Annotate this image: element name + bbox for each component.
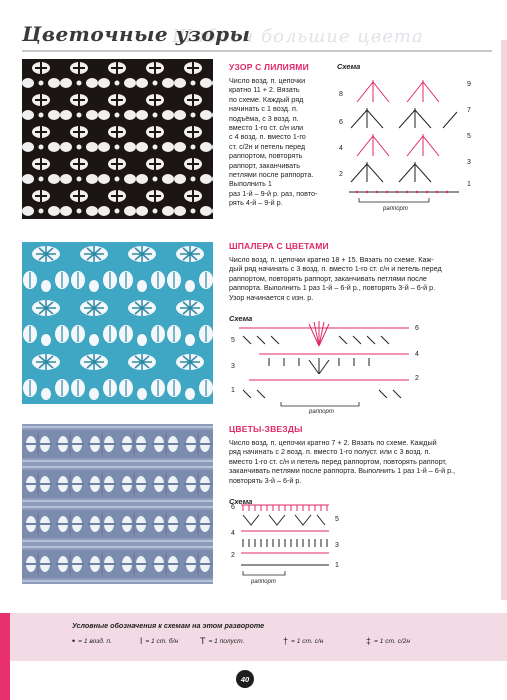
pattern-stars-section — [229, 424, 479, 506]
trellis-fan-pink — [239, 321, 409, 380]
lily-motif-black — [349, 108, 459, 192]
legend-label: = 1 ст. с/н — [291, 637, 324, 645]
text-line: раппорта. Выполнить 1 раз 1-й – 6-й р., повторять 3-й – 6-й р. — [229, 283, 436, 293]
swatch-photo-trellis — [22, 242, 213, 404]
legend-label: = 1 ст. с/2н — [374, 637, 411, 645]
stars-row-black — [241, 515, 329, 565]
schema-lilies — [337, 62, 477, 212]
legend-item-tr — [366, 636, 410, 646]
text-line: рять 4-й – 9-й р. — [229, 198, 283, 208]
footer-accent-strip — [0, 613, 10, 700]
row-number: 5 — [335, 516, 339, 523]
legend-item-hdc — [200, 636, 244, 646]
text-line: подъёма, с 3 возд. п. — [229, 113, 299, 123]
text-line: вместо 1-го ст. с/н или — [229, 123, 304, 133]
text-line: Узор начинается с изн. р. — [229, 292, 314, 302]
row-number: 3 — [467, 159, 471, 166]
text-line: по схеме. Каждый ряд — [229, 94, 304, 104]
row-number: 5 — [231, 337, 235, 344]
text-line: раппорт, заканчивать — [229, 160, 301, 170]
row-number: 1 — [335, 562, 339, 569]
row-number: 8 — [339, 91, 343, 98]
trellis-fan-black — [243, 336, 401, 398]
pattern-title: УЗОР С ЛИЛИЯМИ — [229, 62, 309, 72]
schema-label: Схема — [229, 497, 253, 507]
row-number: 1 — [231, 387, 235, 394]
row-number: 6 — [231, 504, 235, 511]
row-number: 7 — [467, 107, 471, 114]
text-line: петлями после раппорта. — [229, 170, 314, 180]
text-line: Число возд. п. цепочки кратно 18 + 15. Вязать по схеме. Каж- — [229, 255, 434, 264]
chain-symbol-icon: • — [72, 636, 76, 646]
page-edge-decoration — [501, 40, 507, 600]
row-number: 6 — [339, 119, 343, 126]
schema-label: Схема — [337, 62, 361, 71]
page-number: 40 — [236, 670, 254, 688]
trellis-chart — [229, 318, 429, 414]
rapport-bracket — [359, 198, 429, 202]
single-crochet-icon: ǀ — [140, 636, 143, 646]
text-line: раппортом, повторять — [229, 151, 303, 161]
page-header — [22, 20, 492, 54]
text-line: раппортом, повторять раппорт, заканчивать петлями после — [229, 273, 427, 283]
row-number: 4 — [339, 145, 343, 152]
header-divider — [22, 50, 492, 52]
pattern-title: ЦВЕТЫ-ЗВЕЗДЫ — [229, 424, 303, 434]
swatch-photo-stars — [22, 424, 213, 584]
row-number: 4 — [415, 351, 419, 358]
header-watermark: Шаблон большие цвета — [172, 26, 424, 47]
lilies-lace-image — [22, 59, 213, 219]
rapport-bracket — [243, 571, 285, 575]
stars-lace-image — [22, 424, 213, 584]
text-line: Число возд. п. цепочки кратно 7 + 2. Вязать по схеме. Каждый — [229, 438, 437, 447]
rapport-label: раппорт — [309, 409, 334, 414]
pattern-lilies-section — [229, 62, 327, 208]
row-number: 6 — [415, 325, 419, 332]
legend-item-dc — [283, 636, 323, 646]
trellis-lace-image — [22, 242, 213, 404]
text-line: дый ряд начинать с 3 возд. п. вместо 1-го ст. с/н и петель перед — [229, 264, 442, 274]
rapport-label: раппорт — [383, 206, 408, 212]
legend-item-sc — [140, 636, 178, 646]
lilies-chart — [337, 72, 477, 212]
pattern-description — [229, 76, 327, 208]
pattern-trellis-section — [229, 241, 479, 323]
row-number: 2 — [339, 171, 343, 178]
rapport-bracket — [281, 402, 359, 406]
pattern-title: ШПАЛЕРА С ЦВЕТАМИ — [229, 241, 329, 251]
text-line: раз 1-й – 9-й р. раз, повто- — [229, 188, 318, 198]
pattern-description — [229, 438, 479, 485]
page-title: Цветочные узоры — [22, 22, 251, 46]
row-number: 2 — [415, 375, 419, 382]
text-line: с 4 возд. п. вместо 1-го — [229, 132, 306, 142]
row-number: 3 — [231, 363, 235, 370]
text-line: ряд начинать с 2 возд. п. вместо 1-го полуст. или с 3 возд. п. — [229, 447, 431, 457]
text-line: ст. с/2н и петель перед — [229, 141, 306, 151]
row-number: 9 — [467, 81, 471, 88]
treble-crochet-icon: ‡ — [366, 636, 372, 646]
stars-chart — [229, 499, 349, 585]
legend-label: = 1 возд. п. — [78, 637, 112, 645]
text-line: начинать с 1 возд. п. — [229, 104, 298, 114]
lily-motif-pink — [357, 80, 439, 156]
row-number: 3 — [335, 542, 339, 549]
row-number: 1 — [467, 181, 471, 188]
half-double-crochet-icon: T — [200, 636, 206, 646]
text-line: повторять 3-й – 6-й р. — [229, 475, 302, 485]
legend-label: = 1 ст. б/н — [145, 637, 179, 645]
row-number: 2 — [231, 552, 235, 559]
row-number: 5 — [467, 133, 471, 140]
swatch-photo-lilies — [22, 59, 213, 219]
text-line: Число возд. п. цепочки — [229, 76, 306, 85]
text-line: заканчивать петлями после раппорта. Выполнить 1 раз 1-й – 6-й р., — [229, 466, 456, 476]
schema-label: Схема — [229, 314, 253, 324]
legend-label: = 1 полуст. — [208, 637, 245, 645]
text-line: Выполнить 1 — [229, 179, 272, 189]
double-crochet-icon: † — [283, 636, 289, 646]
text-line: вместо 1-го ст. с/н и петель перед раппортом, повторять раппорт, — [229, 456, 447, 466]
text-line: кратно 11 + 2. Вязать — [229, 85, 300, 95]
pattern-description — [229, 255, 479, 302]
legend-title: Условные обозначения к схемам на этом развороте — [72, 621, 265, 630]
legend-item-chain — [72, 636, 112, 646]
row-number: 4 — [231, 530, 235, 537]
rapport-label: раппорт — [251, 579, 276, 585]
